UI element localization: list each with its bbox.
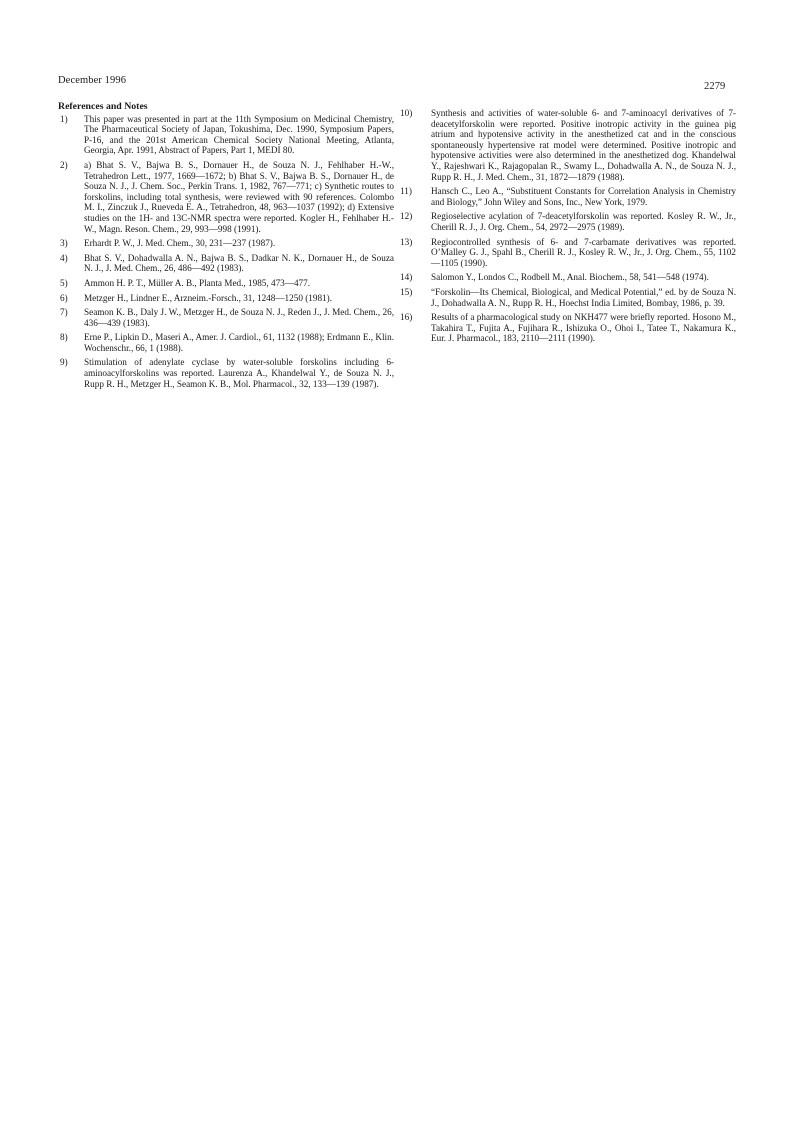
reference-number: 8) — [60, 332, 68, 343]
reference-text: Salomon Y., Londos C., Rodbell M., Anal. Biochem., 58, 541—548 (1974). — [431, 272, 709, 283]
references-right-column — [398, 108, 736, 348]
reference-text: Ammon H. P. T., Müller A. B., Planta Med., 1985, 473—477. — [84, 277, 311, 288]
reference-text: Seamon K. B., Daly J. W., Metzger H., de Souza N. J., Reden J., J. Med. Chem., 26, 436—439 (1983). — [84, 307, 394, 328]
reference-text: Hansch C., Leo A., “Substituent Constants for Correlation Analysis in Chemistry and Biology,” John Wiley and Sons, Inc., New York, 1979. — [431, 186, 736, 207]
reference-item — [58, 238, 394, 249]
reference-text: This paper was presented in part at the 11th Symposium on Medicinal Chemistry, The Pharmaceutical Society of Japan, Tokushima, Dec. 1990, Symposium Papers, P-16, and the 201st American Chemical Society National Meeting, Atlanta, Georgia, Apr. 1991, Abstract of Papers, Part 1, MEDI 80. — [84, 113, 394, 156]
section-title: References and Notes — [58, 101, 148, 112]
reference-text: Erhardt P. W., J. Med. Chem., 30, 231—237 (1987). — [84, 238, 276, 249]
reference-number: 10) — [400, 108, 413, 118]
reference-number: 4) — [60, 252, 68, 263]
reference-item — [398, 237, 736, 269]
reference-number: 12) — [400, 211, 413, 222]
reference-text: Bhat S. V., Dohadwalla A. N., Bajwa B. S., Dadkar N. K., Dornauer H., de Souza N. J., J. Med. Chem., 26, 486—492 (1983). — [84, 252, 394, 274]
reference-number: 6) — [60, 292, 68, 303]
reference-number: 9) — [60, 357, 68, 368]
reference-item — [398, 211, 736, 232]
running-header-date: December 1996 — [58, 75, 127, 86]
reference-number: 16) — [400, 312, 413, 323]
reference-text: Results of a pharmacological study on NKH477 were briefly reported. Hosono M., Takahira T., Fujita A., Fujihara R., Ishizuka O., Ohoi I., Tatee T., Nakamura K., Eur. J. Pharmacol., 183, 2110—2111 (1990). — [431, 312, 736, 344]
reference-item — [58, 307, 394, 328]
reference-number: 3) — [60, 238, 68, 249]
reference-text: Regiocontrolled synthesis of 6- and 7-carbamate derivatives was reported. O’Malley G. J., Spahl B., Cherill R. J., Kosley R. W., Jr., J. Org. Chem., 55, 1102—1105 (1990). — [431, 236, 736, 268]
reference-item — [58, 278, 394, 289]
reference-item — [398, 108, 736, 182]
reference-number: 5) — [60, 277, 68, 288]
reference-number: 11) — [400, 186, 412, 197]
reference-number: 2) — [60, 159, 68, 170]
reference-number: 1) — [60, 113, 68, 124]
reference-item — [58, 114, 394, 156]
reference-item — [398, 272, 736, 283]
reference-text: a) Bhat S. V., Bajwa B. S., Dornauer H., de Souza N. J., Fehlhaber H.-W., Tetrahedron Lett., 1977, 1669—1672; b) Bhat S. V., Bajwa B. S., Dornauer H., de Souza N. J., J. Chem. Soc., Perkin Trans. 1, 1982, 767—771; c) Synthetic routes to forskolins, including total synthesis, were reviewed with 90 references. Colombo M. I., Zinczuk J., Rueveda E. A., Tetrahedron, 48, 963—1037 (1992); d) Extensive studies on the 1H- and 13C-NMR spectra were reported. Kogler H., Fehlhaber H.-W., Magn. Reson. Chem., 29, 993—998 (1991). — [84, 159, 394, 234]
reference-text: Erne P., Lipkin D., Maseri A., Amer. J. Cardiol., 61, 1132 (1988); Erdmann E., Klin. Wochenschr., 66, 1 (1988). — [84, 332, 394, 353]
references-left-column — [58, 102, 394, 393]
reference-number: 13) — [400, 236, 413, 247]
reference-item — [58, 293, 394, 304]
reference-number: 7) — [60, 307, 68, 318]
reference-item — [58, 160, 394, 234]
reference-item — [398, 287, 736, 308]
reference-text: Regioselective acylation of 7-deacetylforskolin was reported. Kosley R. W., Jr., Cherill R. J., J. Org. Chem., 54, 2972—2975 (1989). — [431, 211, 736, 232]
reference-item — [58, 357, 394, 389]
reference-item — [58, 253, 394, 274]
reference-text: Synthesis and activities of water-soluble 6- and 7-aminoacyl derivatives of 7-deacetylforskolin were reported. Positive inotropic activity in the guinea pig atrium and hypotensive activity in the anesthetized cat and in the conscious spontaneously hypertensive rat model were determined. Positive inotropic and hypotensive activities were also determined in the anesthetized dog. Khandelwal Y., Rajeshwari K., Rajagopalan R., Swamy L., Dohadwalla A. N., de Souza N. J., Rupp R. H., J. Med. Chem., 31, 1872—1879 (1988). — [431, 108, 736, 182]
reference-text: “Forskolin—Its Chemical, Biological, and Medical Potential,” ed. by de Souza N. J., Dohadwalla A. N., Rupp R. H., Hoechst India Limited, Bombay, 1986, p. 39. — [431, 286, 736, 308]
reference-list-left — [58, 114, 394, 390]
reference-item — [58, 332, 394, 353]
reference-list-right — [398, 108, 736, 344]
reference-item — [398, 312, 736, 344]
page-number: 2279 — [704, 81, 726, 92]
reference-number: 15) — [400, 286, 413, 297]
reference-text: Metzger H., Lindner E., Arzneim.-Forsch., 31, 1248—1250 (1981). — [84, 292, 333, 303]
reference-number: 14) — [400, 272, 413, 283]
reference-item — [398, 186, 736, 207]
reference-text: Stimulation of adenylate cyclase by water-soluble forskolins including 6-aminoacylforskolins was reported. Laurenza A., Khandelwal Y., de Souza N. J., Rupp R. H., Metzger H., Seamon K. B., Mol. Pharmacol., 32, 133—139 (1987). — [84, 357, 394, 389]
